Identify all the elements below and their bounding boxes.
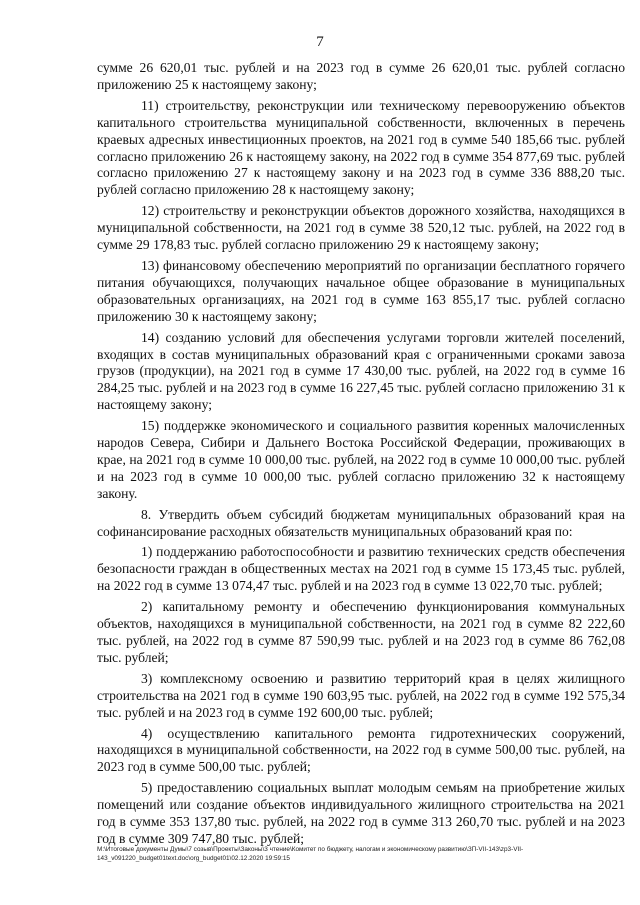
paragraph-subitem-5: 5) предоставлению социальных выплат молодым семьям на приобретение жилых помещений или создание объектов индивидуального жилищного строительства на 2021 год в сумме 353 137,80 тыс. рублей, на 2022 год в сумме 313 260,70 тыс. рублей и на 2023 год в сумме 309 747,80 тыс. рублей; bbox=[97, 780, 625, 846]
paragraph-continuation: сумме 26 620,01 тыс. рублей и на 2023 год в сумме 26 620,01 тыс. рублей согласно приложению 25 к настоящему закону; bbox=[97, 60, 625, 92]
paragraph-subitem-3: 3) комплексному освоению и развитию территорий края в целях жилищного строительства на 2021 год в сумме 190 603,95 тыс. рублей, на 2022 год в сумме 192 575,34 тыс. рублей и на 2023 год в сумме 192 600,00 тыс. рублей; bbox=[97, 670, 625, 720]
paragraph-subitem-2: 2) капитальному ремонту и обеспечению функционирования коммунальных объектов, находящихся в муниципальной собственности, на 2021 год в сумме 82 222,60 тыс. рублей, на 2022 год в сумме 87 590,99 тыс. рублей и на 2023 год в сумме 86 762,08 тыс. рублей; bbox=[97, 599, 625, 665]
paragraph-item-15: 15) поддержке экономического и социального развития коренных малочисленных народов Севера, Сибири и Дальнего Востока Российской Федерации, проживающих в крае, на 2021 год в сумме 10 000,00 тыс. рублей, на 2022 год в сумме 10 000,00 тыс. рублей и на 2023 год в сумме 10 000,00 тыс. рублей согласно приложению 32 к настоящему закону. bbox=[97, 418, 625, 501]
file-path-footer bbox=[97, 846, 627, 863]
paragraph-item-11: 11) строительству, реконструкции или техническому перевооружению объектов капитального строительства муниципальной собственности, включенных в перечень краевых адресных инвестиционных проектов, на 2021 год в сумме 540 185,66 тыс. рублей согласно приложению 26 к настоящему закону, на 2022 год в сумме 354 877,69 тыс. рублей согласно приложению 27 к настоящему закону и на 2023 год в сумме 336 888,20 тыс. рублей согласно приложению 28 к настоящему закону; bbox=[97, 97, 625, 198]
paragraph-item-14: 14) созданию условий для обеспечения услугами торговли жителей поселений, входящих в состав муниципальных образований края с ограниченными сроками завоза грузов (продукции), на 2021 год в сумме 17 430,00 тыс. рублей, на 2022 год в сумме 16 284,25 тыс. рублей и на 2023 год в сумме 16 227,45 тыс. рублей согласно приложению 31 к настоящему закону; bbox=[97, 329, 625, 413]
page-number: 7 bbox=[316, 34, 324, 50]
footer-line-2: 143_v091220_budget01text.doc\org_budget01\02.12.2020 19:59:15 bbox=[97, 854, 290, 862]
paragraph-item-13: 13) финансовому обеспечению мероприятий по организации бесплатного горячего питания обучающихся, получающих начальное общее образование в муниципальных образовательных организациях, на 2021 год в сумме 163 855,17 тыс. рублей согласно приложению 30 к настоящему закону; bbox=[97, 257, 625, 324]
paragraph-subitem-4: 4) осуществлению капитального ремонта гидротехнических сооружений, находящихся в муниципальной собственности, на 2022 год в сумме 500,00 тыс. рублей, на 2023 год в сумме 500,00 тыс. рублей; bbox=[97, 725, 625, 775]
paragraph-item-12: 12) строительству и реконструкции объектов дорожного хозяйства, находящихся в муниципальной собственности, на 2021 год в сумме 38 520,12 тыс. рублей, на 2022 год в сумме 29 178,83 тыс. рублей согласно приложению 29 к настоящему закону; bbox=[97, 203, 625, 253]
document-body bbox=[97, 60, 625, 852]
paragraph-subitem-1: 1) поддержанию работоспособности и развитию технических средств обеспечения безопасности граждан в общественных местах на 2021 год в сумме 15 173,45 тыс. рублей, на 2022 год в сумме 13 074,47 тыс. рублей и на 2023 год в сумме 13 022,70 тыс. рублей; bbox=[97, 544, 625, 594]
footer-line-1: M:\Итоговые документы Думы\7 созыв\Проекты\Законы\3 чтение\Комитет по бюджету, налогам и экономическому развитию\ЗП-VII-143\zp3-VII- bbox=[97, 846, 524, 853]
paragraph-section-8: 8. Утвердить объем субсидий бюджетам муниципальных образований края на софинансирование расходных обязательств муниципальных образований края по: bbox=[97, 506, 625, 539]
